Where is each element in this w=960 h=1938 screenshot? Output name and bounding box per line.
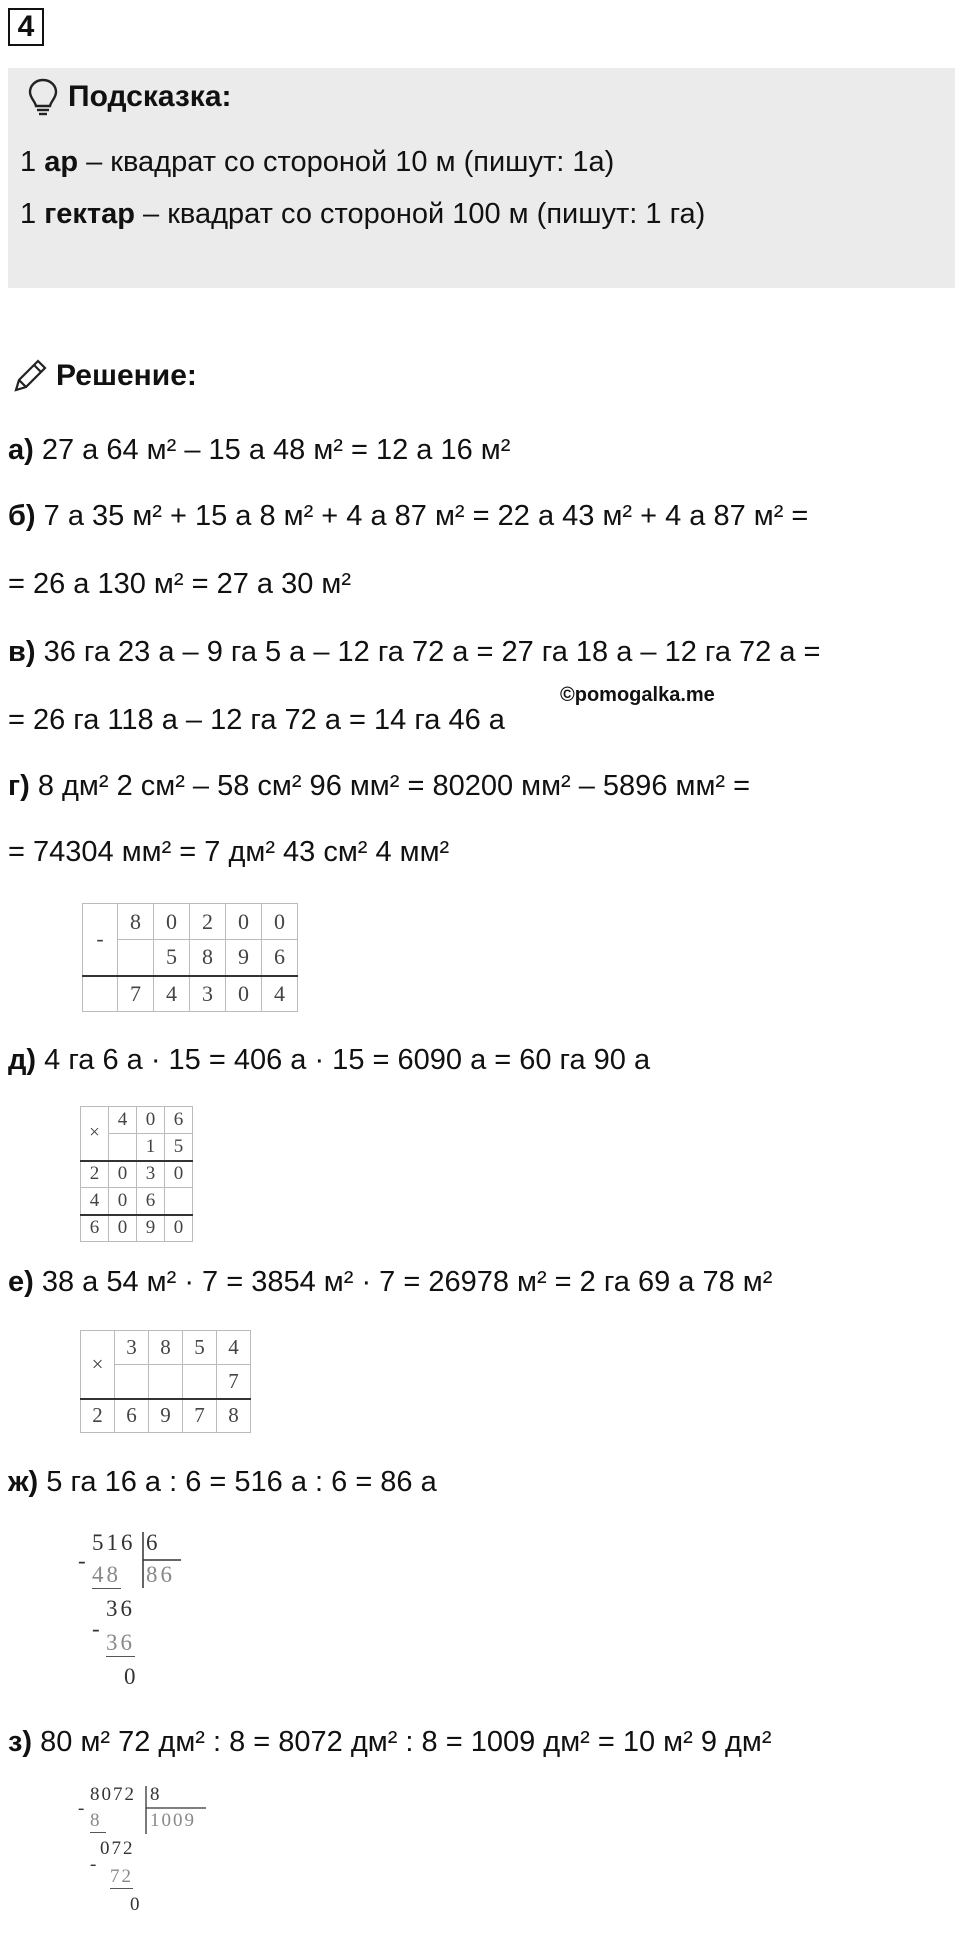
digit: 6 (137, 1188, 165, 1215)
digit: 7 (217, 1365, 251, 1399)
divisor: 6 (146, 1530, 161, 1555)
digit: 4 (154, 976, 190, 1012)
digit: 0 (226, 904, 262, 940)
digit: 2 (81, 1161, 109, 1188)
hint-box (8, 68, 955, 288)
digit: 0 (137, 1107, 165, 1134)
digit: 4 (81, 1188, 109, 1215)
multiplication-column-d (80, 1106, 193, 1242)
hint-title: Подсказка: (68, 80, 232, 113)
remainder: 072 (100, 1838, 135, 1859)
solution-title: Решение: (56, 359, 197, 392)
digit (149, 1365, 183, 1399)
digit: 5 (165, 1134, 193, 1161)
solution-line-e: е) 38 а 54 м² · 7 = 3854 м² · 7 = 26978 м² = 2 га 69 а 78 м² (8, 1266, 773, 1298)
solution-line-b2: = 26 а 130 м² = 27 а 30 м² (8, 568, 351, 600)
calc-operator: - (83, 904, 118, 976)
digit: 0 (154, 904, 190, 940)
digit: 4 (217, 1331, 251, 1365)
digit (118, 940, 154, 976)
calc-operator: × (81, 1331, 115, 1399)
dividend: 8072 (90, 1784, 136, 1805)
digit: 3 (137, 1161, 165, 1188)
digit: 4 (262, 976, 298, 1012)
digit: 8 (149, 1331, 183, 1365)
digit: 0 (165, 1215, 193, 1242)
subtrahend: 48 (92, 1562, 121, 1587)
subtraction-column (82, 903, 298, 1012)
digit: 2 (190, 904, 226, 940)
remainder: 36 (106, 1596, 135, 1621)
lightbulb-icon (28, 78, 58, 116)
digit: 3 (190, 976, 226, 1012)
long-division-zh (78, 1530, 218, 1690)
subtrahend: 36 (106, 1630, 135, 1655)
digit: 1 (137, 1134, 165, 1161)
digit: 6 (115, 1399, 149, 1433)
hint-line-ar: 1 ар – квадрат со стороной 10 м (пишут: 1а) (20, 146, 615, 178)
digit: 9 (226, 940, 262, 976)
digit: 3 (115, 1331, 149, 1365)
digit: 0 (262, 904, 298, 940)
digit: 0 (165, 1161, 193, 1188)
task-number: 4 (8, 8, 44, 46)
digit: 5 (183, 1331, 217, 1365)
hint-line-hectare: 1 гектар – квадрат со стороной 100 м (пишут: 1 га) (20, 198, 706, 230)
digit: 9 (137, 1215, 165, 1242)
long-division-z (78, 1784, 228, 1934)
subtrahend: 72 (110, 1866, 133, 1887)
solution-line-v1: в) 36 га 23 а – 9 га 5 а – 12 га 72 а = 27 га 18 а – 12 га 72 а = (8, 636, 821, 668)
hint-header (28, 78, 232, 116)
solution-line-g1: г) 8 дм² 2 см² – 58 см² 96 мм² = 80200 мм² – 5896 мм² = (8, 770, 751, 802)
division-bracket (78, 1530, 218, 1690)
digit: 9 (149, 1399, 183, 1433)
digit: 0 (109, 1188, 137, 1215)
digit (165, 1188, 193, 1215)
multiplication-column-e (80, 1330, 251, 1433)
digit: 8 (118, 904, 154, 940)
solution-line-z: з) 80 м² 72 дм² : 8 = 8072 дм² : 8 = 1009 дм² = 10 м² 9 дм² (8, 1726, 772, 1758)
minus-sign: - (78, 1798, 87, 1819)
digit: 8 (190, 940, 226, 976)
minus-sign: - (90, 1854, 99, 1875)
solution-line-d: д) 4 га 6 а · 15 = 406 а · 15 = 6090 а = 60 га 90 а (8, 1044, 651, 1076)
calc-operator: × (81, 1107, 109, 1161)
solution-header (10, 356, 197, 396)
digit: 6 (165, 1107, 193, 1134)
watermark: ©pomogalka.me (560, 684, 715, 706)
digit: 6 (81, 1215, 109, 1242)
solution-line-b1: б) 7 а 35 м² + 15 а 8 м² + 4 а 87 м² = 22 а 43 м² + 4 а 87 м² = (8, 500, 809, 532)
digit (183, 1365, 217, 1399)
solution-line-a: а) 27 а 64 м² – 15 а 48 м² = 12 а 16 м² (8, 434, 511, 466)
solution-line-g2: = 74304 мм² = 7 дм² 43 см² 4 мм² (8, 836, 450, 868)
digit: 4 (109, 1107, 137, 1134)
quotient: 1009 (150, 1810, 196, 1831)
quotient: 86 (146, 1562, 175, 1587)
digit: 0 (109, 1215, 137, 1242)
digit: 6 (262, 940, 298, 976)
subtrahend: 8 (90, 1810, 106, 1833)
digit (109, 1134, 137, 1161)
digit (115, 1365, 149, 1399)
digit: 7 (183, 1399, 217, 1433)
minus-sign: - (78, 1548, 89, 1573)
dividend: 516 (92, 1530, 136, 1555)
digit: 7 (118, 976, 154, 1012)
final-remainder: 0 (124, 1664, 139, 1689)
solution-line-zh: ж) 5 га 16 а : 6 = 516 а : 6 = 86 а (8, 1466, 437, 1498)
digit: 0 (226, 976, 262, 1012)
digit: 5 (154, 940, 190, 976)
pencil-icon (10, 356, 50, 396)
final-remainder: 0 (130, 1894, 142, 1915)
digit: 2 (81, 1399, 115, 1433)
digit: 0 (109, 1161, 137, 1188)
divisor: 8 (150, 1784, 162, 1805)
division-bracket (78, 1784, 228, 1934)
digit: 8 (217, 1399, 251, 1433)
solution-line-v2: = 26 га 118 а – 12 га 72 а = 14 га 46 а (8, 704, 505, 736)
minus-sign: - (92, 1616, 103, 1641)
